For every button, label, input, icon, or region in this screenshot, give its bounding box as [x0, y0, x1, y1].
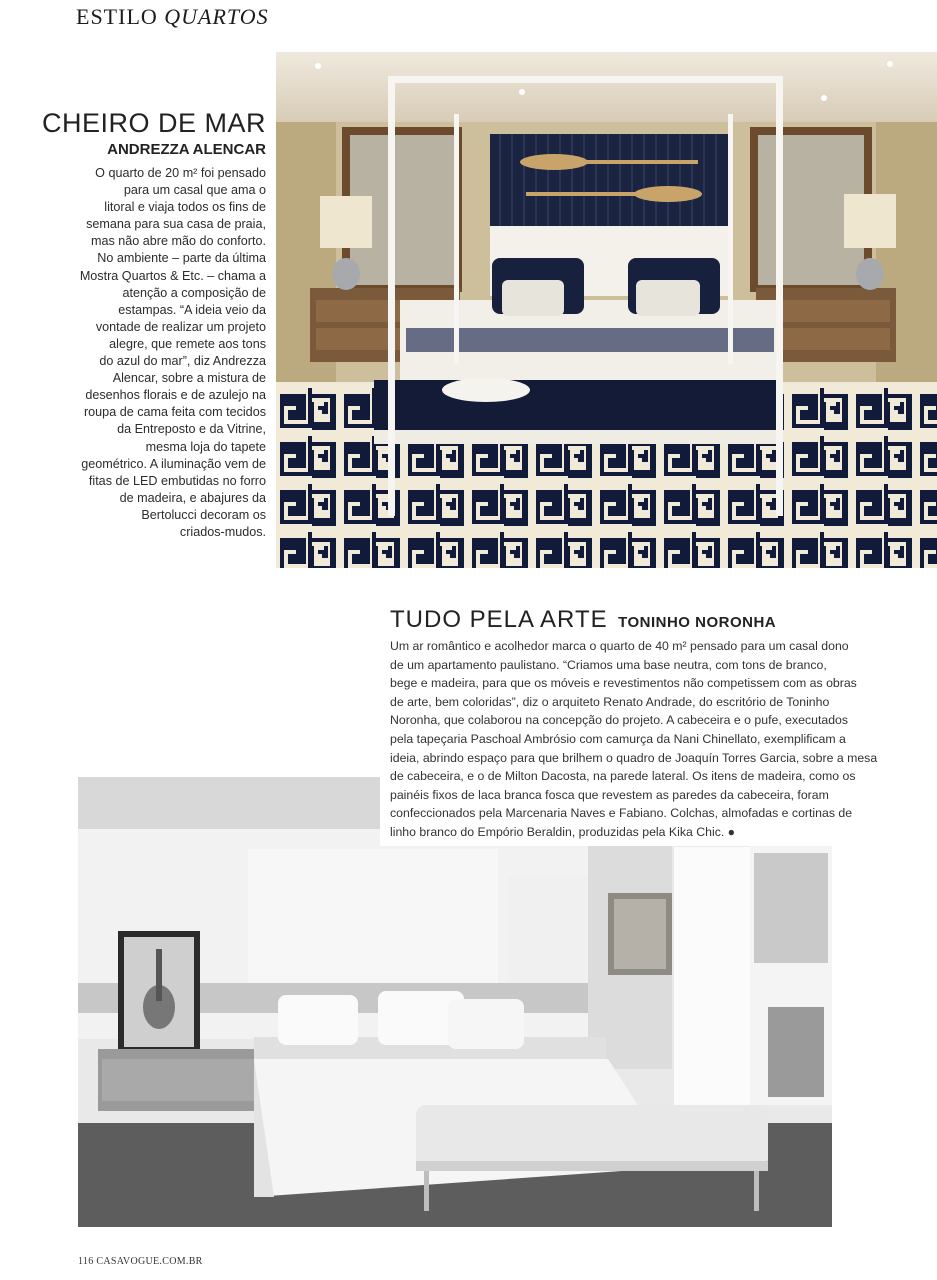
article1-line: desenhos florais e de azulejo na: [85, 388, 266, 403]
page-number: 116: [78, 1256, 94, 1267]
article2-line: de cabeceira, e o de Milton Dacosta, na parede lateral. Os itens de madeira, como os: [390, 769, 856, 784]
article2-line: de arte, bem coloridas”, diz o arquiteto Renato Andrade, do escritório de Toninho: [390, 694, 830, 709]
site-url: CASAVOGUE.COM.BR: [96, 1256, 203, 1267]
article1-line: atenção a composição de: [122, 285, 266, 300]
article1-line: da Entreposto e da Vitrine,: [117, 422, 266, 437]
section-header: [76, 4, 269, 30]
article1-body: [50, 165, 266, 541]
article1-line: litoral e viaja todos os fins de: [104, 200, 266, 215]
article2-line: bege e madeira, para que os móveis e revestimentos não competissem com as obras: [390, 676, 857, 691]
article1-line: O quarto de 20 m² foi pensado: [95, 166, 266, 180]
article1-line: roupa de cama feita com tecidos: [83, 405, 266, 420]
article2-line: ideia, abrindo espaço para que brilhem o quadro de Joaquín Torres Garcia, sobre a mesa: [390, 750, 878, 765]
article1-line: No ambiente – parte da última: [97, 251, 266, 266]
section-label: ESTILO: [76, 4, 158, 29]
article1-line: para um casal que ama o: [123, 183, 266, 198]
article2-line: Um ar romântico e acolhedor marca o quarto de 40 m² pensado para um casal dono: [390, 639, 849, 653]
article1-line: criados-mudos.: [179, 524, 266, 539]
article1-author: ANDREZZA ALENCAR: [107, 141, 266, 158]
article1-title: CHEIRO DE MAR: [41, 108, 266, 138]
article1-line: de madeira, e abajures da: [119, 490, 266, 505]
article2-line: confeccionados pela Marcenaria Naves e Fabiano. Colchas, almofadas e cortinas de: [390, 806, 853, 821]
bedroom-photo-beach: [276, 52, 937, 568]
article1-line: semana para sua casa de praia,: [86, 217, 266, 232]
article2-line: pela tapeçaria Paschoal Ambrósio com camurça da Nani Chinellato, exemplificam a: [390, 731, 846, 746]
article1-line: mas não abre mão do conforto.: [90, 234, 266, 249]
article1-line: Alencar, sobre a mistura de: [112, 371, 266, 386]
article1-line: mesma loja do tapete: [145, 439, 266, 454]
page-footer: [78, 1256, 203, 1267]
article1-line: estampas. “A ideia veio da: [118, 302, 266, 317]
article2-line: painéis fixos de laca branca fosca que revestem as paredes da cabeceira, foram: [390, 787, 829, 802]
article2-line: linho branco do Empório Beraldin, produzidas pela Kika Chic. ●: [390, 824, 736, 839]
article2-title: TUDO PELA ARTE: [390, 606, 608, 633]
article1-line: Mostra Quartos & Etc. – chama a: [79, 268, 266, 283]
article2-line: Noronha, que colaborou na concepção do projeto. A cabeceira e o pufe, executados: [390, 713, 849, 728]
article1-line: fitas de LED embutidas no forro: [88, 473, 266, 488]
article2-author: TONINHO NORONHA: [618, 614, 777, 631]
section-label-italic: QUARTOS: [164, 4, 269, 29]
article2-body: [390, 637, 922, 842]
article2-heading: [390, 606, 776, 634]
article1-line: geométrico. A iluminação vem de: [81, 456, 266, 471]
article1-line: do azul do mar”, diz Andrezza: [99, 354, 266, 369]
article2-line: de um apartamento paulistano. “Criamos uma base neutra, com tons de branco,: [390, 657, 827, 672]
article1-line: alegre, que remete aos tons: [109, 336, 266, 351]
article1-line: vontade de realizar um projeto: [95, 319, 266, 334]
article1-line: Bertolucci decoram os: [141, 507, 266, 522]
